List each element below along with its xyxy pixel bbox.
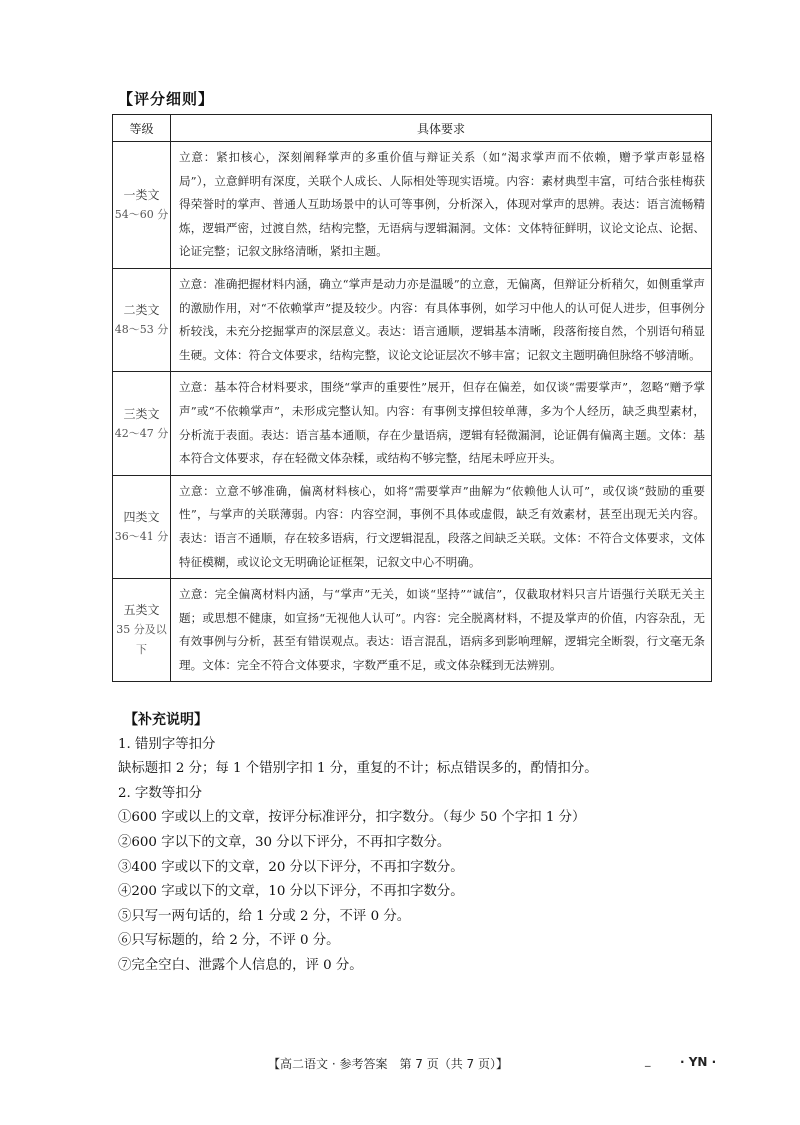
grade-range: 54～60 分 [114,207,169,221]
grade-range: 36～41 分 [114,529,169,543]
supplement-section [118,708,718,979]
grade-range: 48～53 分 [114,323,169,337]
grade-cell [113,268,171,371]
requirement-text: 立意：紧扣核心，深刻阐释掌声的多重价值与辩证关系（如“渴求掌声而不依赖，赠予掌声彰显格局”），立意鲜明有深度，关联个人成长、人际相处等现实语境。内容：素材典型丰富，可结合张桂梅获得荣誉时的掌声、普通人互助场景中的认可等事例，分析深入，体现对掌声的思辨。表达：语言流畅精炼，逻辑严密，过渡自然，结构完整，无语病与逻辑漏洞。文体：文体特征鲜明，议论文论点、论据、论证完整；记叙文脉络清晰，紧扣主题。 [171,142,712,269]
rubric-title: 【评分细则】 [118,90,215,108]
grade-name: 五类文 [123,603,160,618]
rubric-row [113,372,712,475]
rubric-row [113,475,712,578]
rubric-header-row [113,115,712,142]
grade-range: 35 分及以下 [116,623,167,657]
footer-region-code: · YN · [680,1055,717,1069]
rubric-row [113,579,712,682]
grade-name: 四类文 [123,509,160,524]
supplement-line: 2. 字数等扣分 [118,785,202,801]
grade-name: 二类文 [123,303,160,318]
grade-name: 三类文 [123,406,160,421]
supplement-title: 【补充说明】 [124,712,208,728]
supplement-line: ②600 字以下的文章，30 分以下评分，不再扣字数分。 [118,834,451,850]
rubric-table [112,114,712,682]
supplement-line: ⑦完全空白、泄露个人信息的，评 0 分。 [118,957,363,973]
footer-page-info: 【高二语文 · 参考答案 第 7 页（共 7 页）】 [268,1057,508,1071]
supplement-line: ①600 字或以上的文章，按评分标准评分，扣字数分。（每少 50 个字扣 1 分） [118,810,586,826]
grade-name: 一类文 [123,187,160,202]
grade-range: 42～47 分 [114,426,169,440]
requirement-text: 立意：准确把握材料内涵，确立“掌声是动力亦是温暖”的立意，无偏离，但辩证分析稍欠，如侧重掌声的激励作用，对“不依赖掌声”提及较少。内容：有具体事例，如学习中他人的认可促人进步，但事例分析较浅，未充分挖掘掌声的深层意义。表达：语言通顺，逻辑基本清晰，段落衔接自然，个别语句稍显生硬。文体：符合文体要求，结构完整，议论文论证层次不够丰富；记叙文主题明确但脉络不够清晰。 [171,268,712,371]
supplement-line: 1. 错别字等扣分 [118,736,216,752]
grade-cell [113,579,171,682]
header-requirement: 具体要求 [171,115,712,142]
grade-cell [113,142,171,269]
grade-cell [113,372,171,475]
supplement-line: ⑤只写一两句话的，给 1 分或 2 分，不评 0 分。 [118,908,411,924]
footer-mark: _ [645,1054,651,1067]
rubric-row [113,142,712,269]
rubric-row [113,268,712,371]
requirement-text: 立意：基本符合材料要求，围绕“掌声的重要性”展开，但存在偏差，如仅谈“需要掌声”，忽略“赠予掌声”或“不依赖掌声”，未形成完整认知。内容：有事例支撑但较单薄，多为个人经历，缺乏典型素材，分析流于表面。表达：语言基本通顺，存在少量语病，逻辑有轻微漏洞，论证偶有偏离主题。文体：基本符合文体要求，存在轻微文体杂糅，或结构不够完整，结尾未呼应开头。 [171,372,712,475]
requirement-text: 立意：完全偏离材料内涵，与“掌声”无关，如谈“坚持”“诚信”，仅截取材料只言片语强行关联无关主题；或思想不健康，如宣扬“无视他人认可”。内容：完全脱离材料，不提及掌声的价值，内容杂乱，无有效事例与分析，甚至有错误观点。表达：语言混乱，语病多到影响理解，逻辑完全断裂，行文毫无条理。文体：完全不符合文体要求，字数严重不足，或文体杂糅到无法辨别。 [171,579,712,682]
supplement-line: ③400 字或以下的文章，20 分以下评分，不再扣字数分。 [118,859,464,875]
supplement-line: ④200 字或以下的文章，10 分以下评分，不再扣字数分。 [118,884,464,900]
header-grade: 等级 [113,115,171,142]
requirement-text: 立意：立意不够准确，偏离材料核心，如将“需要掌声”曲解为“依赖他人认可”，或仅谈“鼓励的重要性”，与掌声的关联薄弱。内容：内容空洞，事例不具体或虚假，缺乏有效素材，甚至出现无关内容。表达：语言不通顺，存在较多语病，行文逻辑混乱，段落之间缺乏关联。文体：不符合文体要求，文体特征模糊，或议论文无明确论证框架，记叙文中心不明确。 [171,475,712,578]
supplement-line: 缺标题扣 2 分；每 1 个错别字扣 1 分，重复的不计；标点错误多的，酌情扣分。 [118,761,598,777]
supplement-line: ⑥只写标题的，给 2 分，不评 0 分。 [118,933,340,949]
grade-cell [113,475,171,578]
